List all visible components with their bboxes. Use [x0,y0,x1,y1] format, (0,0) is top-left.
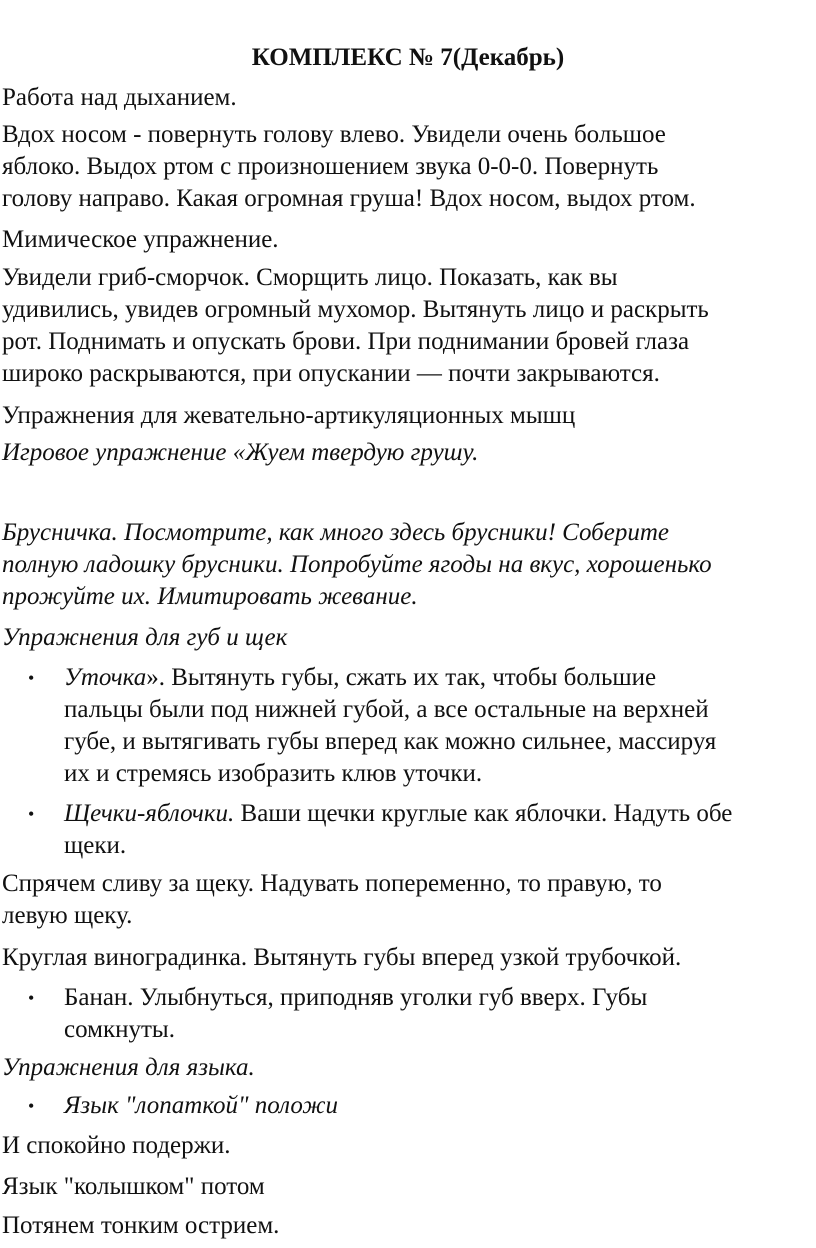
duck-text: ». Вытянуть губы, сжать их так, чтобы большие [146,664,657,691]
grape-text: Круглая виноградинка. Вытянуть губы вперед узкой трубочкой. [2,944,682,971]
text-line: левую щеку. [2,902,133,929]
cheeks-name: Щечки-яблочки. [64,800,235,827]
text-line: рот. Поднимать и опускать брови. При поднимании бровей глаза [2,328,690,355]
text-line: прожуйте их. Имитировать жевание. [2,583,418,610]
breathing-text [2,119,814,215]
lips-heading: Упражнения для губ и щек [2,624,288,651]
tongue-line: Потянем тонким острием. [2,1212,280,1239]
text-line: их и стремясь изобразить клюв уточки. [64,760,483,787]
cheeks-text: Ваши щечки круглые как яблочки. Надуть обе [234,800,733,827]
text-line: Вдох носом - повернуть голову влево. Увидели очень большое [2,121,666,148]
text-line: удивились, увидев огромный мухомор. Вытянуть лицо и раскрыть [2,296,709,323]
plum-text [2,868,814,932]
text-line: щеки. [64,832,127,859]
bullet-tongue: Язык "лопаткой" положи [64,1092,339,1119]
tongue-line: И спокойно подержи. [2,1132,231,1159]
text-line: пальцы были под нижней губой, а все остальные на верхней [64,696,709,723]
cowberry-text [2,517,814,613]
tongue-line: Язык "колышком" потом [2,1173,265,1200]
bullet-marker: • [28,988,35,1008]
text-line: широко раскрываются, при опускании — почти закрываются. [2,360,660,387]
tongue-heading: Упражнения для языка. [2,1054,255,1081]
mimic-heading: Мимическое упражнение. [2,226,279,253]
text-line: Брусничка. Посмотрите, как много здесь брусники! Соберите [2,519,670,546]
text-line: Спрячем сливу за щеку. Надувать попеременно, то правую, то [2,870,662,897]
text-line: голову направо. Какая огромная груша! Вдох носом, выдох ртом. [2,185,696,212]
text-line: яблоко. Выдох ртом с произношением звука 0-0-0. Повернуть [2,153,659,180]
mimic-text [2,262,814,390]
text-line: сомкнуты. [64,1016,175,1043]
chewing-heading: Упражнения для жевательно-артикуляционных мышц [2,402,576,429]
bullet-marker: • [28,668,35,688]
breathing-heading: Работа над дыханием. [2,84,237,111]
text-line [64,662,816,694]
text-line: губе, и вытягивать губы вперед как можно сильнее, массируя [64,728,717,755]
text-line: Банан. Улыбнуться, приподняв уголки губ вверх. Губы [64,984,648,1011]
bullet-marker: • [28,1096,35,1116]
game-exercise: Игровое упражнение «Жуем твердую грушу. [2,439,479,466]
bullet-marker: • [28,804,35,824]
text-line [64,798,816,830]
text-line: полную ладошку брусники. Попробуйте ягоды на вкус, хорошенько [2,551,712,578]
bullet-duck [64,662,816,790]
page-title: КОМПЛЕКС № 7(Декабрь) [251,44,565,71]
text-line: Увидели гриб-сморчок. Сморщить лицо. Показать, как вы [2,264,618,291]
duck-name: Уточка [64,664,147,691]
bullet-banana [64,982,816,1046]
bullet-cheeks [64,798,816,862]
